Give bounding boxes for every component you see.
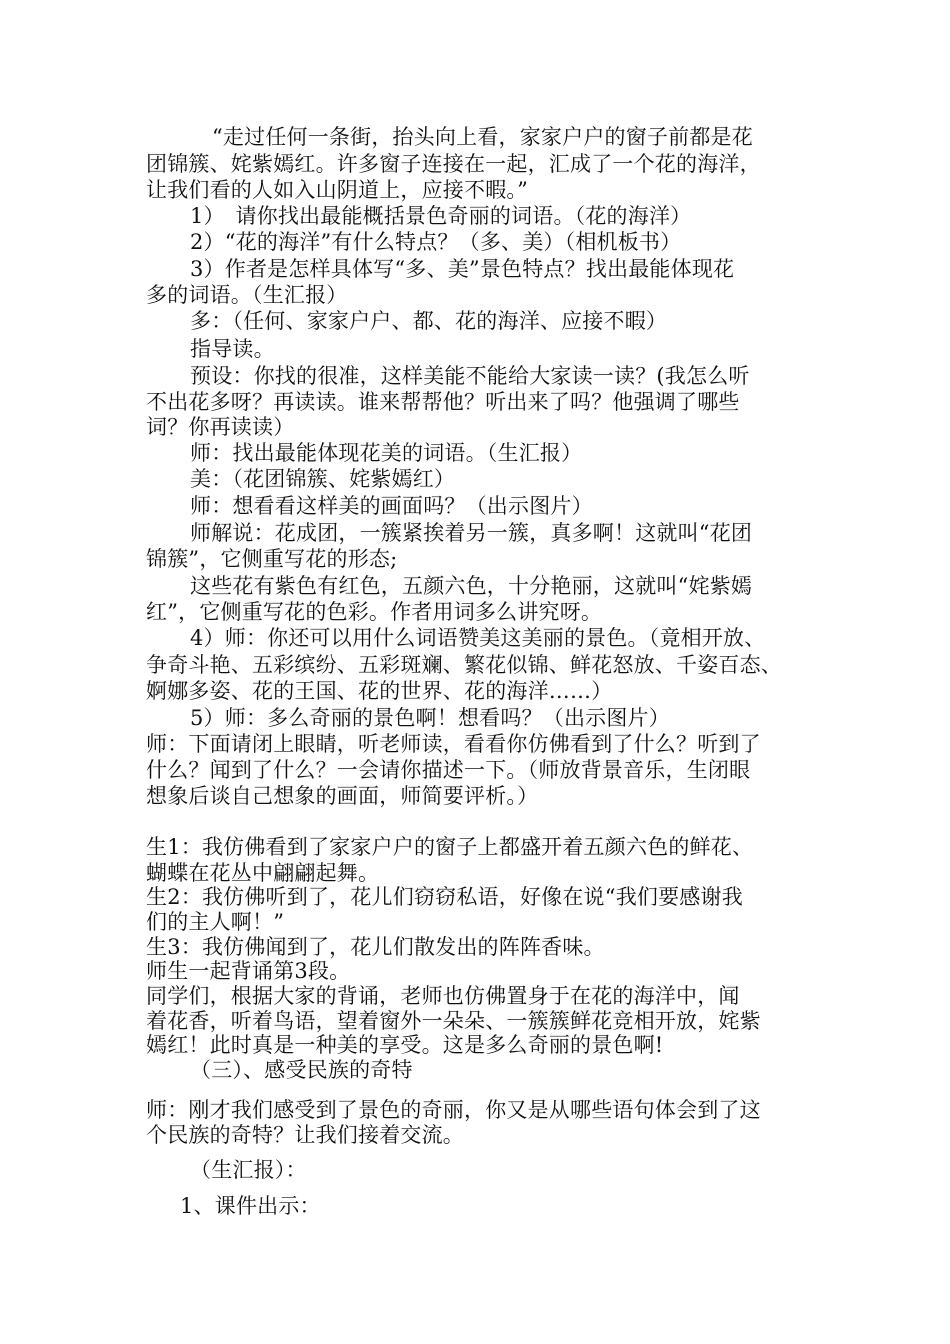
text-line: 预设：你找的很准，这样美能不能给大家读一读？(我怎么听 <box>190 364 750 388</box>
section-heading: （三）、感受民族的奇特 <box>190 1058 413 1082</box>
text-line: 多的词语。（生汇报） <box>146 283 348 307</box>
text-line: 师：想看看这样美的画面吗？（出示图片） <box>190 494 593 518</box>
text-line: 们的主人啊！” <box>146 910 285 934</box>
text-line: 4）师：你还可以用什么词语赞美这美丽的景色。（竟相开放、 <box>190 626 766 650</box>
text-line: 红”，它侧重写花的色彩。作者用词多么讲究呀。 <box>146 600 603 624</box>
text-line: 5）师：多么奇丽的景色啊！想看吗？（出示图片） <box>190 706 670 730</box>
text-line: 着花香，听着鸟语，望着窗外一朵朵、一簇簇鲜花竞相开放，姹紫 <box>146 1009 761 1033</box>
text-line: 同学们，根据大家的背诵，老师也仿佛置身于在花的海洋中，闻 <box>146 984 740 1008</box>
text-line: 什么？闻到了什么？一会请你描述一下。（师放背景音乐，生闭眼 <box>146 758 751 782</box>
text-line: 团锦簇、姹紫嫣红。许多窗子连接在一起，汇成了一个花的海洋， <box>146 152 761 176</box>
text-line: 师：刚才我们感受到了景色的奇丽，你又是从哪些语句体会到了这 <box>146 1098 761 1122</box>
text-line: 多：（任何、家家户户、都、花的海洋、应接不暇） <box>190 309 668 333</box>
text-line: 词？你再读读） <box>146 415 295 439</box>
text-line: 美：（花团锦簇、姹紫嫣红） <box>190 467 456 491</box>
text-line: 想象后谈自己想象的画面，师简要评析。） <box>146 784 539 808</box>
text-line: 师解说：花成团，一簇紧挨着另一簇，真多啊！这就叫“花团 <box>190 521 753 545</box>
text-line: 师：下面请闭上眼睛，听老师读，看看你仿佛看到了什么？听到了 <box>146 732 761 756</box>
text-line: 生2：我仿佛听到了，花儿们窃窃私语，好像在说“我们要感谢我 <box>146 885 743 909</box>
text-line: 指导读。 <box>190 337 275 361</box>
text-line: 1、课件出示： <box>180 1194 321 1218</box>
text-line: 让我们看的人如入山阴道上，应接不暇。” <box>146 178 529 202</box>
text-line: 婀娜多姿、花的王国、花的世界、花的海洋……） <box>146 679 613 703</box>
text-line: 锦簇”，它侧重写花的形态; <box>146 547 398 571</box>
text-line: 不出花多呀？再读读。谁来帮帮他？听出来了吗？他强调了哪些 <box>146 390 740 414</box>
text-line: 1） 请你找出最能概括景色奇丽的词语。（花的海洋） <box>190 204 692 228</box>
text-line: （生汇报）： <box>190 1158 307 1182</box>
text-line: “走过任何一条街，抬头向上看，家家户户的窗子前都是花 <box>212 125 753 149</box>
text-line: 生3：我仿佛闻到了，花儿们散发出的阵阵香味。 <box>146 935 605 959</box>
text-line: 蝴蝶在花丛中翩翩起舞。 <box>146 861 380 885</box>
text-line: 2）“花的海洋”有什么特点？（多、美）（相机板书） <box>190 230 682 254</box>
text-line: 生1：我仿佛看到了家家户户的窗子上都盛开着五颜六色的鲜花、 <box>146 835 754 859</box>
text-line: 师：找出最能体现花美的词语。（生汇报） <box>190 441 583 465</box>
text-line: 个民族的奇特？让我们接着交流。 <box>146 1123 464 1147</box>
text-line: 嫣红！此时真是一种美的享受。这是多么奇丽的景色啊! <box>146 1033 664 1057</box>
text-line: 师生一起背诵第3段。 <box>146 959 351 983</box>
text-line: 3）作者是怎样具体写“多、美”景色特点？找出最能体现花 <box>190 257 735 281</box>
text-line: 这些花有紫色有红色，五颜六色，十分艳丽，这就叫“姹紫嫣 <box>190 574 753 598</box>
text-line: 争奇斗艳、五彩缤纷、五彩斑斓、繁花似锦、鲜花怒放、千姿百态、 <box>146 653 782 677</box>
